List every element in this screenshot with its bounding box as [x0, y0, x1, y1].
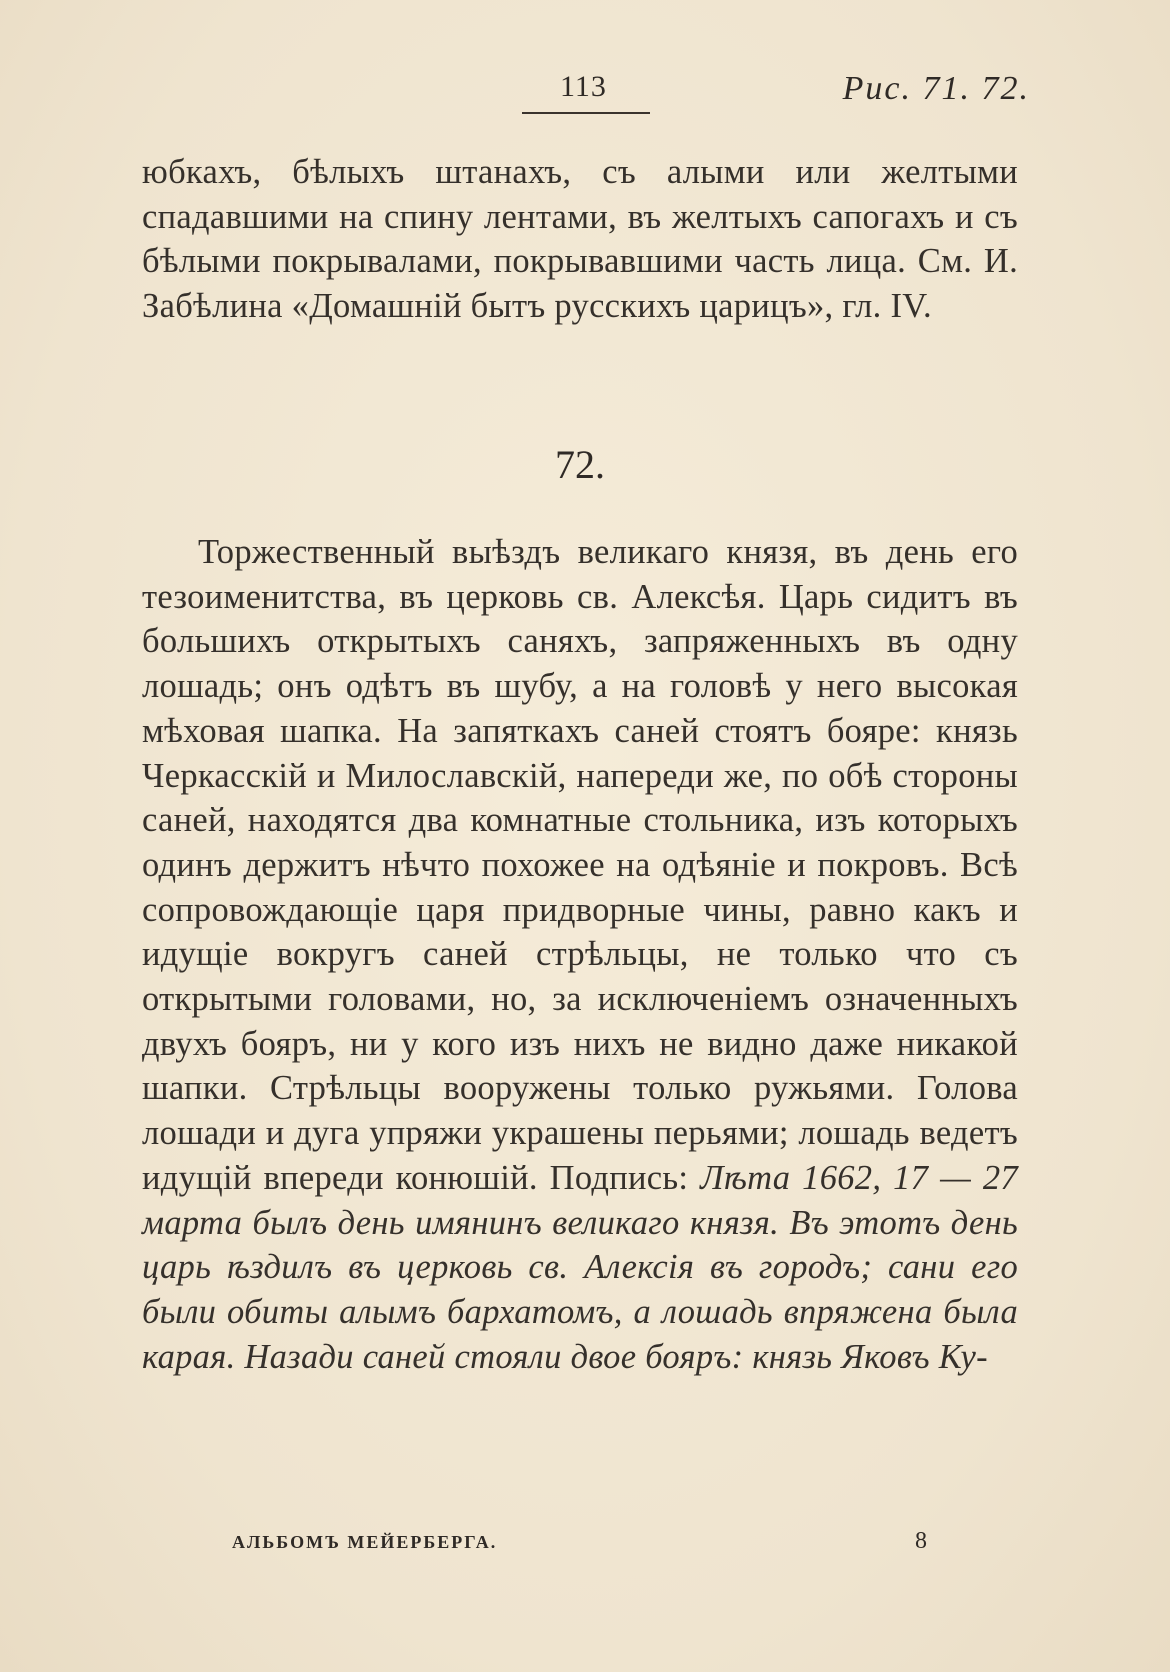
running-header [0, 70, 1170, 120]
description-paragraph [142, 530, 1018, 1379]
printer-signature: АЛЬБОМЪ МЕЙЕРБЕРГА. [232, 1532, 498, 1552]
sheet-number: 8 [915, 1528, 927, 1554]
section-number: 72. [555, 442, 605, 487]
caption-quote: Лѣта 1662, 17 — 27 марта былъ день имянинъ великаго князя. Въ этотъ день царь ѣздилъ въ церковь св. Алексія въ городъ; сани его были обиты алымъ бархатомъ, а лошадь впряжена была карая. Назади саней стояли двое бояръ: князь Яковъ Ку- [142, 1158, 1018, 1376]
figure-reference: Рис. 71. 72. [842, 70, 1030, 107]
description-text: Торжественный выѣздъ великаго князя, въ день его тезоименитства, въ церковь св. Алексѣя. Царь сидитъ въ большихъ открытыхъ саняхъ, запряженныхъ въ одну лошадь; онъ одѣтъ въ шубу, а на головѣ у него высокая мѣховая шапка. На запяткахъ саней стоятъ бояре: князь Черкасскій и Милославскій, напереди же, по обѣ стороны саней, находятся два комнатные стольника, изъ которыхъ одинъ держитъ нѣчто похожее на одѣяніе и покровъ. Всѣ сопровождающіе царя придворные чины, равно какъ и идущіе вокругъ саней стрѣльцы, не только что съ открытыми головами, но, за исключеніемъ означенныхъ двухъ бояръ, ни у кого изъ нихъ не видно даже никакой шапки. Стрѣльцы вооружены только ружьями. Голова лошади и дуга упряжи украшены перьями; лошадь ведетъ идущій впереди конюшій. Подпись: [142, 533, 1018, 1197]
page-body [142, 150, 1018, 1379]
header-rule [522, 112, 650, 114]
page-number: 113 [560, 70, 607, 103]
continued-paragraph: юбкахъ, бѣлыхъ штанахъ, съ алыми или желтыми спадавшими на спину лентами, въ желтыхъ сапогахъ и съ бѣлыми покрывалами, покрывавшими часть лица. См. И. Забѣлина «Домашній бытъ русскихъ царицъ», гл. IV. [142, 153, 1018, 326]
page-footer [0, 1528, 1170, 1572]
